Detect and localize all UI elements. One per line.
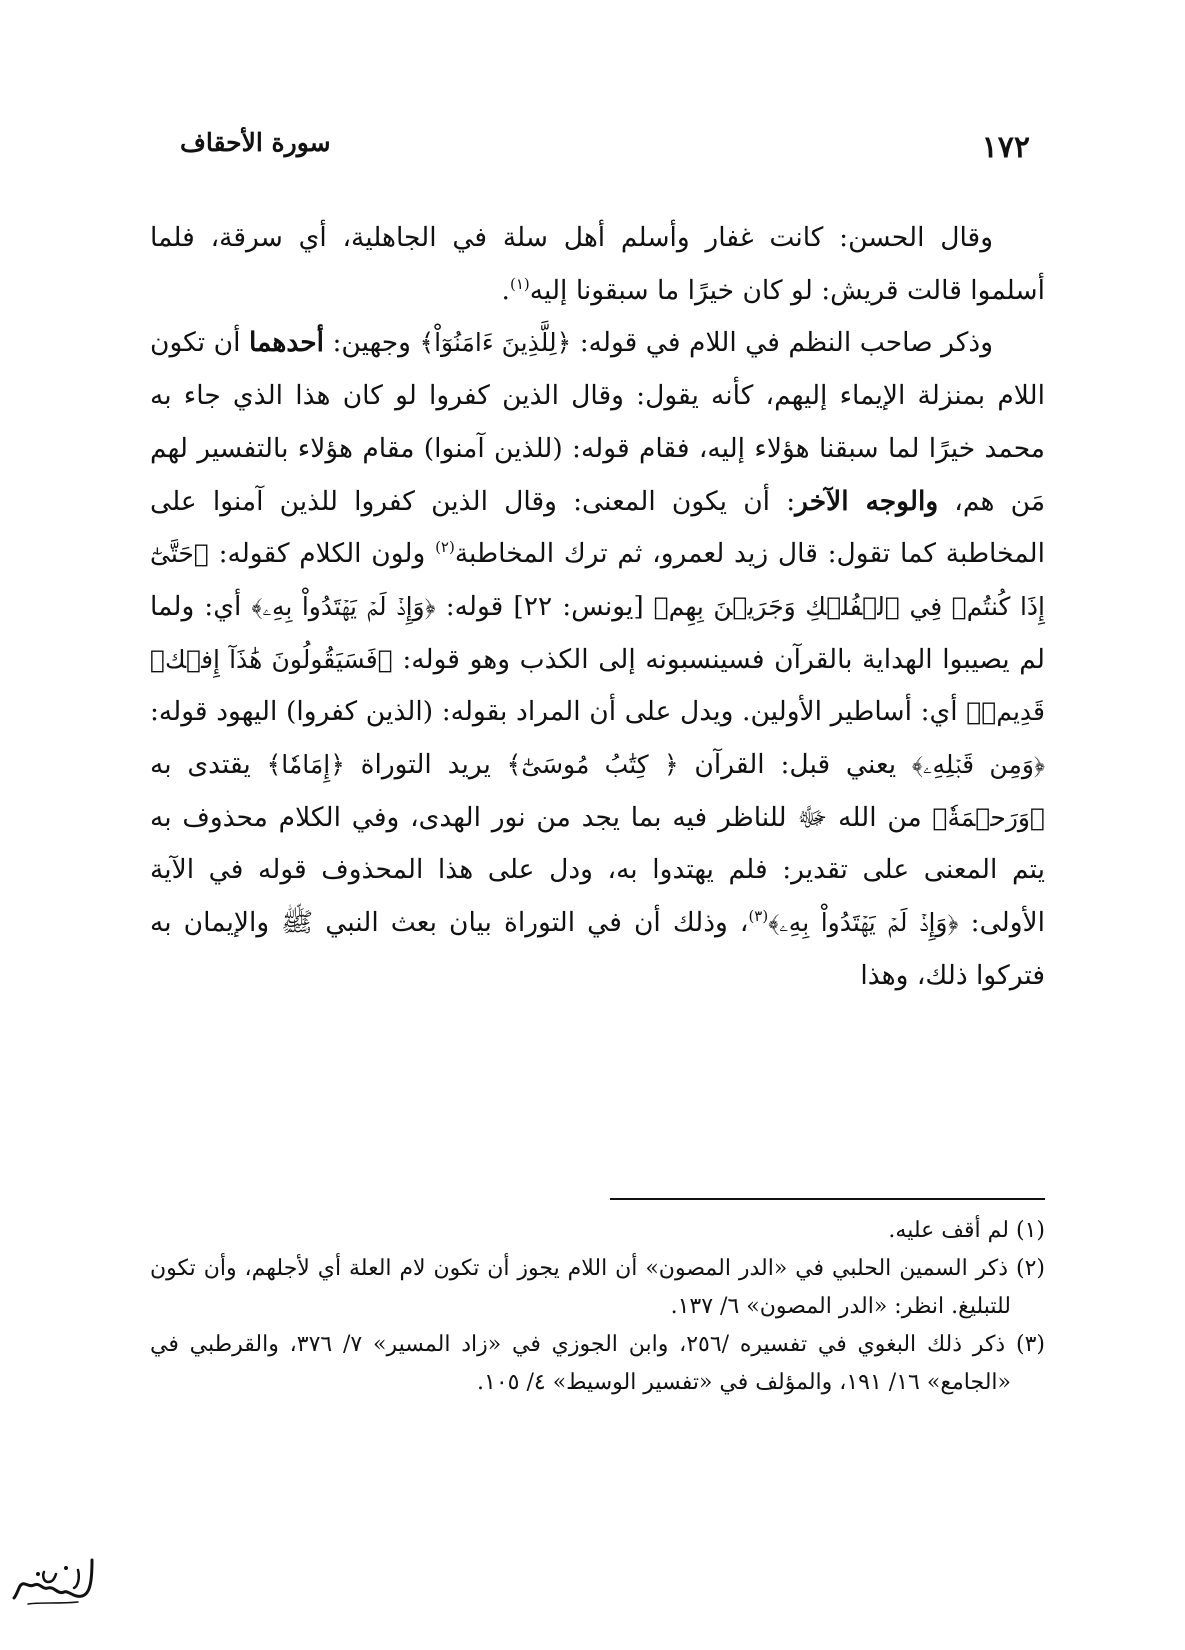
- publisher-logo: [8, 1552, 98, 1612]
- footnotes: [150, 1212, 1045, 1402]
- running-header: [140, 128, 1030, 168]
- footnote-ref-3: (٣): [748, 907, 769, 926]
- page-number: ١٧٢: [981, 130, 1030, 165]
- footnote-3: (٣) ذكر ذلك البغوي في تفسيره /٢٥٦، وابن الجوزي في «زاد المسير» ٧/ ٣٧٦، والقرطبي في «الجامع» ١٦/ ١٩١، والمؤلف في «تفسير الوسيط» ٤/ ١٠٥.: [150, 1332, 1046, 1395]
- text-segment: : أن يكون المعنى: وقال الذين كفروا للذين آمنوا على المخاطبة كما تقول: قال زيد لعمرو، ثم ترك المخاطبة: [150, 485, 1045, 570]
- text-segment: [يونس: ٢٢] قوله:: [435, 590, 654, 622]
- footnote-separator: [610, 1198, 1045, 1200]
- text-segment: يقتدى به: [150, 749, 267, 781]
- logo-dot: [36, 1572, 40, 1576]
- quran-quote: ﴿إِمَامٗا﴾: [266, 750, 345, 780]
- text-segment: وذكر صاحب النظم في اللام في قوله:: [571, 327, 993, 359]
- text-segment: أي: أساطير الأولين. ويدل على أن المراد بقوله: (الذين كفروا) اليهود قوله:: [150, 696, 967, 728]
- logo-stroke: [43, 1572, 56, 1582]
- text-segment: ، وذلك أن في التوراة بيان بعث النبي ﷺ والإيمان به فتركوا ذلك، وهذا: [150, 907, 1045, 991]
- paragraph-nazm: [150, 317, 1045, 1002]
- quran-quote: ﴿ كِتَٰبُ مُوسَىٰٓ﴾: [506, 750, 679, 780]
- footnote-ref-2: (٢): [435, 538, 455, 557]
- footnote-1: (١) لم أقف عليه.: [888, 1218, 1045, 1243]
- quran-quote: ﴿وَإِذۡ لَمۡ يَهۡتَدُواْ بِهِۦ﴾: [768, 908, 959, 938]
- logo-stroke: [28, 1602, 78, 1604]
- quran-quote: ﴿لِلَّذِينَ ءَامَنُوٓاْ﴾: [419, 328, 572, 358]
- footnote-2: (٢) ذكر السمين الحلبي في «الدر المصون» أن اللام يجوز أن تكون لام العلة أي لأجلهم، وأن تكون للتبليغ. انظر: «الدر المصون» ٦/ ١٣٧.: [150, 1256, 1045, 1319]
- quran-quote: ﴿حَتَّىٰٓ إِذَا كُنتُمۡ فِي ٱلۡفُلۡكِ وَجَرَيۡنَ بِهِم﴾: [150, 539, 1046, 621]
- quran-quote: ﴿وَرَحۡمَةٗ﴾: [932, 802, 1045, 832]
- text-segment: أي: ولما لم يصيبوا الهداية بالقرآن فسينسبونه إلى الكذب وهو قوله:: [150, 590, 1046, 675]
- text-segment: يريد التوراة: [344, 749, 507, 781]
- bold-term: والوجه الآخر: [795, 485, 939, 517]
- text-segment: وجهين:: [323, 327, 420, 359]
- logo-stroke: [74, 1570, 79, 1588]
- text-segment: من الله ﷻ للناظر فيه بما يجد من نور الهدى، وفي الكلام محذوف به يتم المعنى على تقدير: فلم يهتدوا به، ودل على هذا المحذوف قوله في الآية الأولى:: [150, 801, 1045, 939]
- surah-title: سورة الأحقاف: [180, 128, 331, 157]
- quran-quote: ﴿وَمِن قَبۡلِهِۦ﴾: [911, 750, 1045, 780]
- paragraph-text: وقال الحسن: كانت غفار وأسلم أهل سلة في الجاهلية، أي سرقة، فلما أسلموا قالت قريش: لو كان خيرًا ما سبقونا إليه: [150, 222, 1045, 306]
- text-segment: يعني قبل: القرآن: [678, 749, 912, 781]
- sentence-end: .: [501, 274, 510, 306]
- text-segment: ولون الكلام كقوله:: [208, 538, 436, 570]
- bold-term: أحدهما: [248, 327, 324, 359]
- paragraph-hasan: [150, 212, 1045, 317]
- text-segment: أن تكون اللام بمنزلة الإيماء إليهم، كأنه يقول: وقال الذين كفروا لو كان هذا الذي جاء به محمد خيرًا لما سبقنا هؤلاء إليه، فقام قوله: (للذين آمنوا) مقام هؤلاء بالتفسير لهم مَن هم،: [150, 327, 1046, 517]
- quran-quote: ﴿وَإِذۡ لَمۡ يَهۡتَدُواْ بِهِۦ﴾: [251, 591, 436, 621]
- main-text: [150, 212, 1045, 1003]
- quran-quote: ﴿فَسَيَقُولُونَ هَٰذَآ إِفۡكٞ قَدِيمٞ﴾: [150, 644, 1045, 727]
- footnote-ref-1: (١): [509, 274, 530, 293]
- logo-dot: [64, 1566, 68, 1570]
